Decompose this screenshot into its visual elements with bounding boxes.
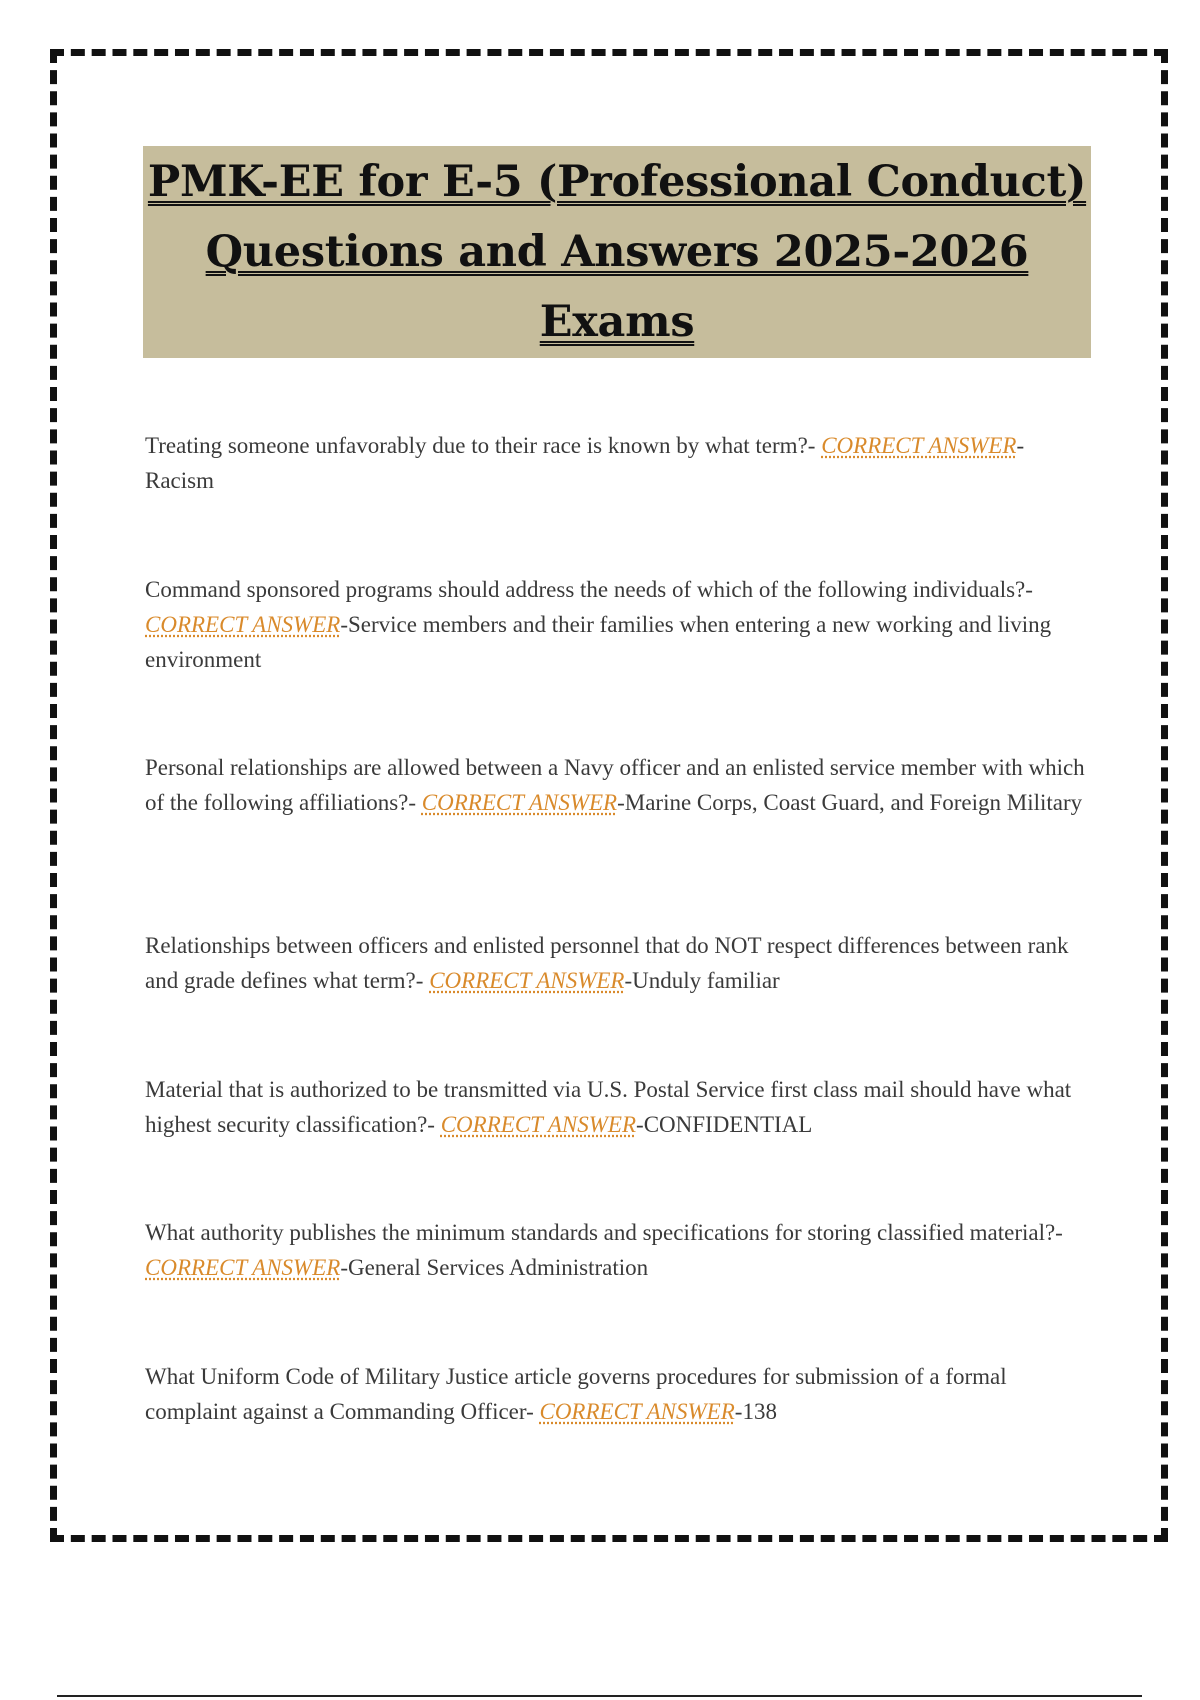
answer-text: -General Services Administration [340, 1255, 649, 1280]
question-text: Personal relationships are allowed between a Navy officer and an enlisted service member with which of the following affiliations?- [145, 755, 1085, 815]
qa-item-6 [145, 1215, 1090, 1285]
question-text: What Uniform Code of Military Justice article governs procedures for submission of a formal complaint against a Commanding Officer- [145, 1364, 1007, 1424]
question-text: Relationships between officers and enlisted personnel that do NOT respect differences between rank and grade defines what term?- [145, 933, 1069, 993]
answer-text: -Marine Corps, Coast Guard, and Foreign Military [617, 790, 1083, 815]
answer-text: -Racism [145, 433, 1025, 493]
qa-item-7 [145, 1359, 1090, 1429]
answer-text: -CONFIDENTIAL [636, 1112, 813, 1137]
answer-text: -Unduly familiar [624, 968, 780, 993]
answer-text: -138 [734, 1399, 777, 1424]
qa-item-1 [145, 428, 1090, 498]
title-line-2: Questions and Answers 2025-2026 [205, 227, 1029, 277]
correct-answer-label: CORRECT ANSWER [145, 612, 341, 637]
qa-item-4 [145, 928, 1090, 998]
answer-text: -Service members and their families when entering a new working and living environment [145, 612, 1052, 672]
qa-item-2 [145, 572, 1090, 677]
qa-item-3 [145, 750, 1090, 820]
correct-answer-label: CORRECT ANSWER [421, 790, 618, 815]
question-text: Treating someone unfavorably due to their race is known by what term?- [145, 433, 822, 458]
question-text: Material that is authorized to be transmitted via U.S. Postal Service first class mail should have what highest security classification?- [145, 1077, 1072, 1137]
correct-answer-label: CORRECT ANSWER [440, 1112, 637, 1137]
title-banner [143, 146, 1091, 358]
question-text: Command sponsored programs should address the needs of which of the following individuals?- [145, 577, 1033, 602]
title-line-3: Exams [539, 297, 695, 347]
qa-item-5 [145, 1072, 1090, 1142]
correct-answer-label: CORRECT ANSWER [539, 1399, 735, 1424]
correct-answer-label: CORRECT ANSWER [145, 1255, 341, 1280]
correct-answer-label: CORRECT ANSWER [429, 968, 625, 993]
footer-rule [57, 1695, 1142, 1697]
question-text: What authority publishes the minimum standards and specifications for storing classified material?- [145, 1220, 1063, 1245]
correct-answer-label: CORRECT ANSWER [821, 433, 1017, 458]
title-line-1: PMK-EE for E-5 (Professional Conduct) [147, 157, 1087, 207]
